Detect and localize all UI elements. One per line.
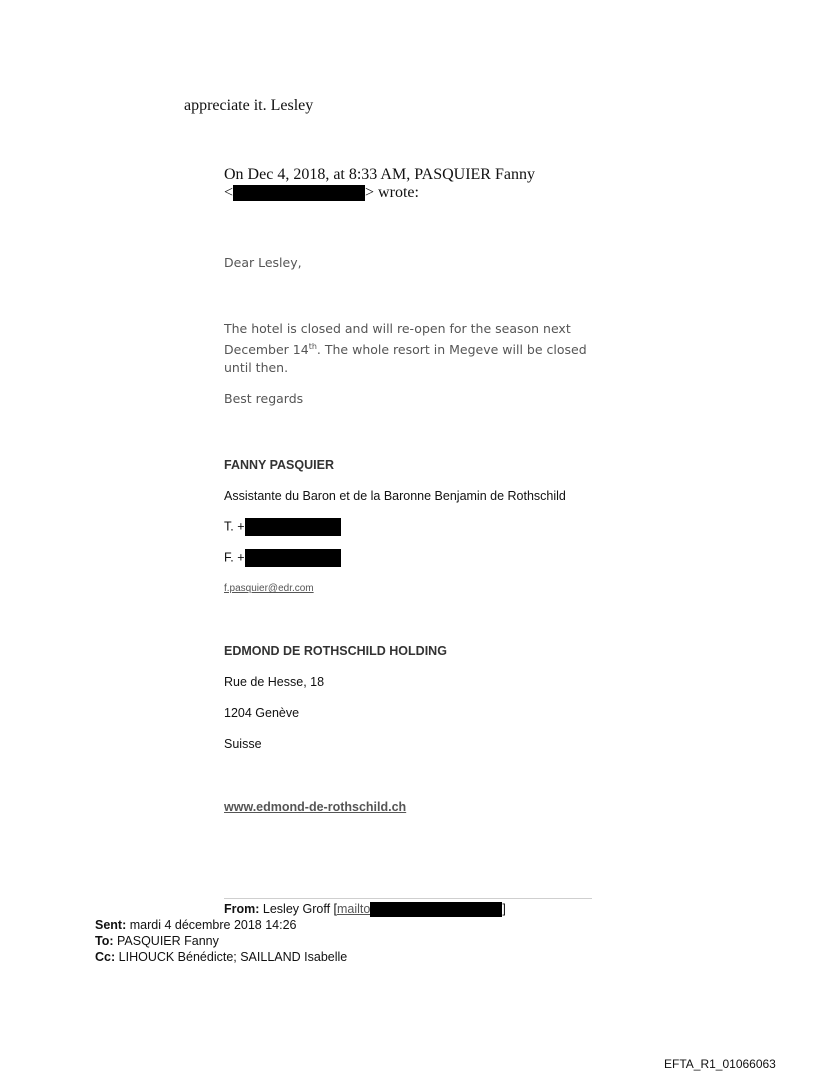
sent-label: Sent:: [95, 918, 127, 932]
document-id: EFTA_R1_01066063: [664, 1057, 776, 1071]
from-label: From:: [224, 902, 260, 916]
address-line-2: 1204 Genève: [224, 706, 300, 720]
fax-line: [224, 549, 341, 567]
from-line: [224, 901, 506, 917]
superscript: th: [308, 342, 317, 351]
body-text-segment: . The whole resort in Megeve will be closed: [316, 342, 587, 358]
country: Suisse: [224, 737, 262, 751]
header-separator: [224, 898, 592, 899]
body-line: [224, 338, 587, 359]
address-line-1: Rue de Hesse, 18: [224, 675, 325, 689]
body-line: The hotel is closed and will re-open for the season next: [224, 321, 571, 336]
signature-title: Assistante du Baron et de la Baronne Benjamin de Rothschild: [224, 489, 566, 503]
body-text-segment: December 14: [224, 342, 309, 358]
phone-line: [224, 518, 341, 536]
cc-value: LIHOUCK Bénédicte; SAILLAND Isabelle: [118, 950, 348, 964]
email-line: [224, 583, 314, 594]
body-paragraph: [224, 320, 587, 377]
sign-off: Best regards: [224, 391, 304, 406]
quote-header-line: On Dec 4, 2018, at 8:33 AM, PASQUIER Fanny: [224, 166, 535, 183]
bracket-close: ]: [502, 902, 506, 916]
cc-line: [95, 949, 347, 965]
company-name: EDMOND DE ROTHSCHILD HOLDING: [224, 644, 447, 658]
greeting: Dear Lesley,: [224, 255, 302, 270]
from-value: Lesley Groff [: [262, 902, 338, 916]
signature-name: FANNY PASQUIER: [224, 458, 334, 472]
to-value: PASQUIER Fanny: [117, 934, 219, 948]
closing-line: appreciate it. Lesley: [184, 97, 314, 114]
website-line: [224, 800, 406, 814]
sent-value: mardi 4 décembre 2018 14:26: [129, 918, 297, 932]
phone-label: T. +: [224, 519, 245, 534]
redaction-block: [245, 518, 341, 536]
to-line: [95, 933, 219, 949]
quote-header-email-line: [224, 184, 419, 202]
to-label: To:: [95, 934, 114, 948]
angle-open: <: [224, 184, 234, 201]
fax-label: F. +: [224, 550, 245, 565]
mailto-link[interactable]: mailto: [337, 902, 371, 916]
redaction-block: [233, 185, 365, 201]
body-line: until then.: [224, 360, 289, 376]
cc-label: Cc:: [95, 950, 116, 964]
email-link[interactable]: f.pasquier@edr.com: [224, 583, 314, 594]
sent-line: [95, 917, 297, 933]
wrote-label: > wrote:: [365, 184, 419, 201]
redaction-block: [245, 549, 341, 567]
redaction-block: [370, 902, 502, 917]
website-link[interactable]: www.edmond-de-rothschild.ch: [224, 800, 407, 814]
